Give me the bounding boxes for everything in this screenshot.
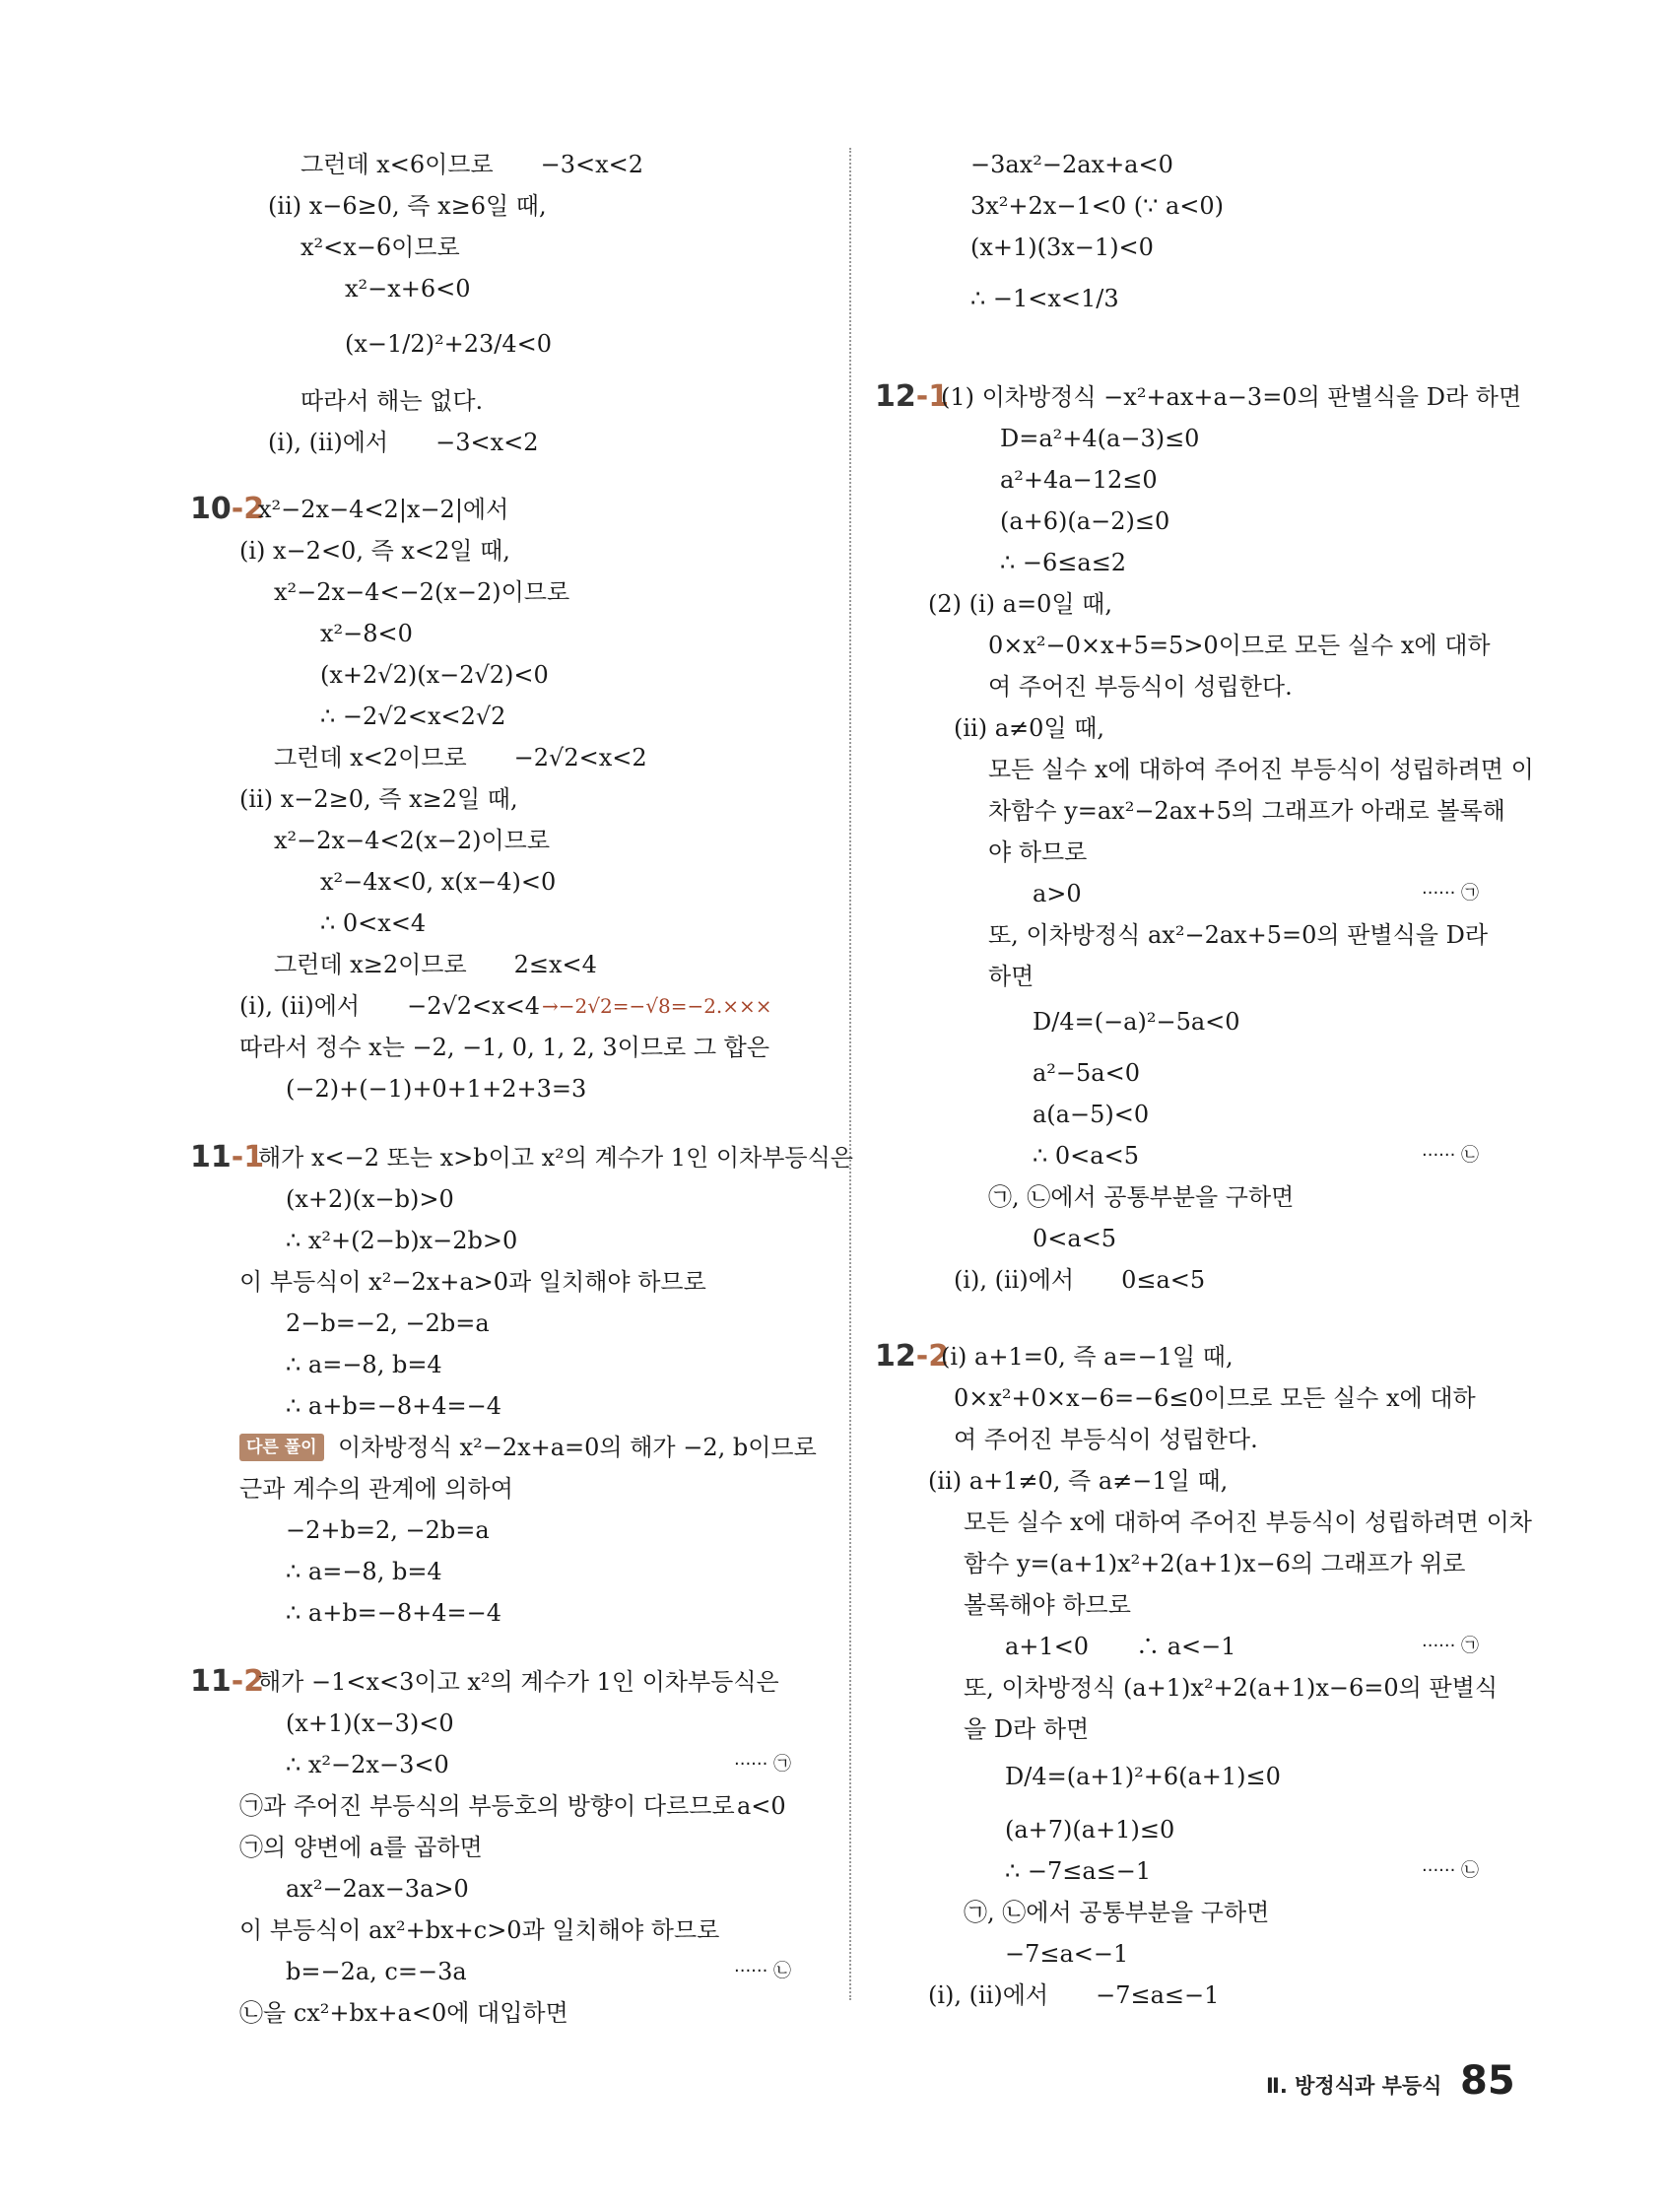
text-line: 그런데 x≥2이므로 2≤x<4: [274, 951, 597, 978]
text-line: ∴ −6≤a≤2: [1000, 549, 1127, 576]
text-line: (ⅱ) x−2≥0, 즉 x≥2일 때,: [239, 785, 518, 813]
column-divider: [849, 148, 851, 2000]
text-line: 여 주어진 부등식이 성립한다.: [954, 1426, 1258, 1453]
problem-number: 11-2: [190, 1664, 265, 1699]
text-line: −3ax²−2ax+a<0: [970, 151, 1173, 178]
text-line: ∴ −1<x<1/3: [970, 285, 1119, 312]
page-number: 85: [1460, 2058, 1515, 2104]
text-line: ㉡을 cx²+bx+a<0에 대입하면: [239, 1999, 568, 2027]
text-line: 하면: [988, 963, 1034, 990]
text-line: (2) (ⅰ) a=0일 때,: [928, 590, 1112, 618]
text-line: 해가 −1<x<3이고 x²의 계수가 1인 이차부등식은: [258, 1668, 779, 1696]
text-line: −2+b=2, −2b=a: [286, 1516, 490, 1544]
text-line: 이차방정식 x²−2x+a=0의 해가 −2, b이므로: [338, 1434, 817, 1461]
text-line: 따라서 해는 없다.: [300, 387, 484, 415]
text-line: (x+1)(x−3)<0: [286, 1709, 454, 1737]
text-line: 2−b=−2, −2b=a: [286, 1309, 490, 1337]
text-line: ∴ x²−2x−3<0: [286, 1751, 449, 1778]
text-line: 그런데 x<6이므로 −3<x<2: [300, 151, 644, 178]
text-line: (ⅱ) a≠0일 때,: [954, 714, 1105, 742]
circled-label-mark: ······ ㉠: [1422, 1636, 1480, 1656]
text-line: 모든 실수 x에 대하여 주어진 부등식이 성립하려면 이차: [964, 1508, 1532, 1536]
text-line: 0<a<5: [1033, 1225, 1117, 1252]
text-line: 그런데 x<2이므로 −2√2<x<2: [274, 744, 647, 771]
problem-number: 10-2: [190, 492, 265, 526]
text-line: a²−5a<0: [1033, 1059, 1140, 1087]
text-line: (a+6)(a−2)≤0: [1000, 507, 1170, 535]
circled-label-mark: ······ ㉠: [734, 1754, 792, 1775]
text-line: ∴ a+b=−8+4=−4: [286, 1599, 502, 1627]
text-line: 0×x²+0×x−6=−6≤0이므로 모든 실수 x에 대하: [954, 1384, 1476, 1412]
text-line: a+1<0 ∴ a<−1: [1005, 1633, 1236, 1660]
text-line: ∴ x²+(2−b)x−2b>0: [286, 1227, 518, 1254]
text-line: x²−2x−4<2(x−2)이므로: [274, 827, 551, 854]
text-line: x²−x+6<0: [345, 275, 471, 302]
text-line: ∴ a+b=−8+4=−4: [286, 1392, 502, 1420]
text-line: D=a²+4(a−3)≤0: [1000, 425, 1200, 452]
text-line: 근과 계수의 관계에 의하여: [239, 1475, 513, 1503]
text-line: ㉠, ㉡에서 공통부분을 구하면: [988, 1183, 1295, 1211]
text-line: 해가 x<−2 또는 x>b이고 x²의 계수가 1인 이차부등식은: [258, 1144, 853, 1172]
text-line: 0×x²−0×x+5=5>0이므로 모든 실수 x에 대하: [988, 632, 1491, 659]
text-line: −7≤a<−1: [1005, 1940, 1129, 1968]
text-line: ∴ a=−8, b=4: [286, 1558, 442, 1585]
text-line: (ⅱ) a+1≠0, 즉 a≠−1일 때,: [928, 1467, 1229, 1495]
text-line: 볼록해야 하므로: [964, 1591, 1131, 1619]
alt-solution-badge: 다른 풀이: [239, 1434, 324, 1461]
text-line: (ⅰ), (ⅱ)에서 −3<x<2: [268, 429, 539, 456]
text-line: (ⅰ) x−2<0, 즉 x<2일 때,: [239, 537, 510, 565]
annotation-note: →−2√2=−√8=−2.×××: [542, 994, 772, 1018]
text-line: 3x²+2x−1<0 (∵ a<0): [970, 192, 1225, 220]
problem-number: 12-2: [875, 1339, 950, 1374]
text-line: ∴ 0<a<5: [1033, 1142, 1139, 1170]
text-line: x²−2x−4<2|x−2|에서: [258, 496, 509, 523]
text-line: b=−2a, c=−3a: [286, 1958, 467, 1985]
text-line: ax²−2ax−3a>0: [286, 1875, 469, 1903]
text-line: 또, 이차방정식 ax²−2ax+5=0의 판별식을 D라: [988, 921, 1489, 949]
text-line: ㉠의 양변에 a를 곱하면: [239, 1834, 483, 1861]
text-line: (ⅰ), (ⅱ)에서 0≤a<5: [954, 1266, 1206, 1294]
text-line: (ⅰ) a+1=0, 즉 a=−1일 때,: [941, 1343, 1234, 1371]
text-line: (ⅰ), (ⅱ)에서 −2√2<x<4: [239, 992, 541, 1020]
text-line: (x−1/2)²+23/4<0: [345, 330, 552, 358]
text-line: x²−8<0: [320, 620, 413, 647]
problem-number: 12-1: [875, 379, 950, 414]
text-line: ∴ −2√2<x<2√2: [320, 703, 506, 730]
text-line: x²−2x−4<−2(x−2)이므로: [274, 578, 570, 606]
text-line: 을 D라 하면: [964, 1715, 1090, 1743]
text-line: ㉠과 주어진 부등식의 부등호의 방향이 다르므로: [239, 1792, 735, 1820]
text-line: (ⅰ), (ⅱ)에서 −7≤a≤−1: [928, 1981, 1220, 2009]
circled-label-mark: ······ ㉡: [1422, 1145, 1480, 1166]
text-line: 모든 실수 x에 대하여 주어진 부등식이 성립하려면 이: [988, 756, 1534, 783]
text-line: a²+4a−12≤0: [1000, 466, 1158, 494]
text-line: x²<x−6이므로: [300, 234, 460, 261]
text-line: ㉠, ㉡에서 공통부분을 구하면: [964, 1899, 1270, 1926]
text-line: 또, 이차방정식 (a+1)x²+2(a+1)x−6=0의 판별식: [964, 1674, 1499, 1702]
text-line: 함수 y=(a+1)x²+2(a+1)x−6의 그래프가 위로: [964, 1550, 1466, 1577]
text-line: (−2)+(−1)+0+1+2+3=3: [286, 1075, 587, 1103]
text-line: (a+7)(a+1)≤0: [1005, 1816, 1175, 1843]
problem-number: 11-1: [190, 1140, 265, 1174]
text-line: ∴ a=−8, b=4: [286, 1351, 442, 1378]
text-line: 여 주어진 부등식이 성립한다.: [988, 673, 1293, 701]
text-line: a>0: [1033, 880, 1082, 907]
text-line: x²−4x<0, x(x−4)<0: [320, 868, 557, 896]
text-line: ∴ 0<x<4: [320, 909, 427, 937]
text-line: (1) 이차방정식 −x²+ax+a−3=0의 판별식을 D라 하면: [941, 383, 1522, 411]
text-line: ∴ −7≤a≤−1: [1005, 1857, 1152, 1885]
text-line: 따라서 정수 x는 −2, −1, 0, 1, 2, 3이므로 그 합은: [239, 1034, 770, 1061]
text-line: 차함수 y=ax²−2ax+5의 그래프가 아래로 볼록해: [988, 797, 1505, 825]
circled-label-mark: ······ ㉡: [734, 1961, 792, 1981]
text-line: a<0: [737, 1792, 786, 1820]
circled-label-mark: ······ ㉠: [1422, 883, 1480, 904]
text-line: a(a−5)<0: [1033, 1101, 1150, 1128]
chapter-title: Ⅱ. 방정식과 부등식: [1266, 2074, 1442, 2098]
text-line: 이 부등식이 ax²+bx+c>0과 일치해야 하므로: [239, 1916, 720, 1944]
text-line: (ⅱ) x−6≥0, 즉 x≥6일 때,: [268, 192, 547, 220]
text-line: 이 부등식이 x²−2x+a>0과 일치해야 하므로: [239, 1268, 706, 1296]
text-line: D/4=(−a)²−5a<0: [1033, 1008, 1240, 1036]
text-line: (x+2√2)(x−2√2)<0: [320, 661, 549, 689]
text-line: 야 하므로: [988, 838, 1088, 866]
text-line: (x+1)(3x−1)<0: [970, 234, 1154, 261]
circled-label-mark: ······ ㉡: [1422, 1860, 1480, 1881]
text-line: D/4=(a+1)²+6(a+1)≤0: [1005, 1763, 1281, 1790]
text-line: (x+2)(x−b)>0: [286, 1185, 454, 1213]
